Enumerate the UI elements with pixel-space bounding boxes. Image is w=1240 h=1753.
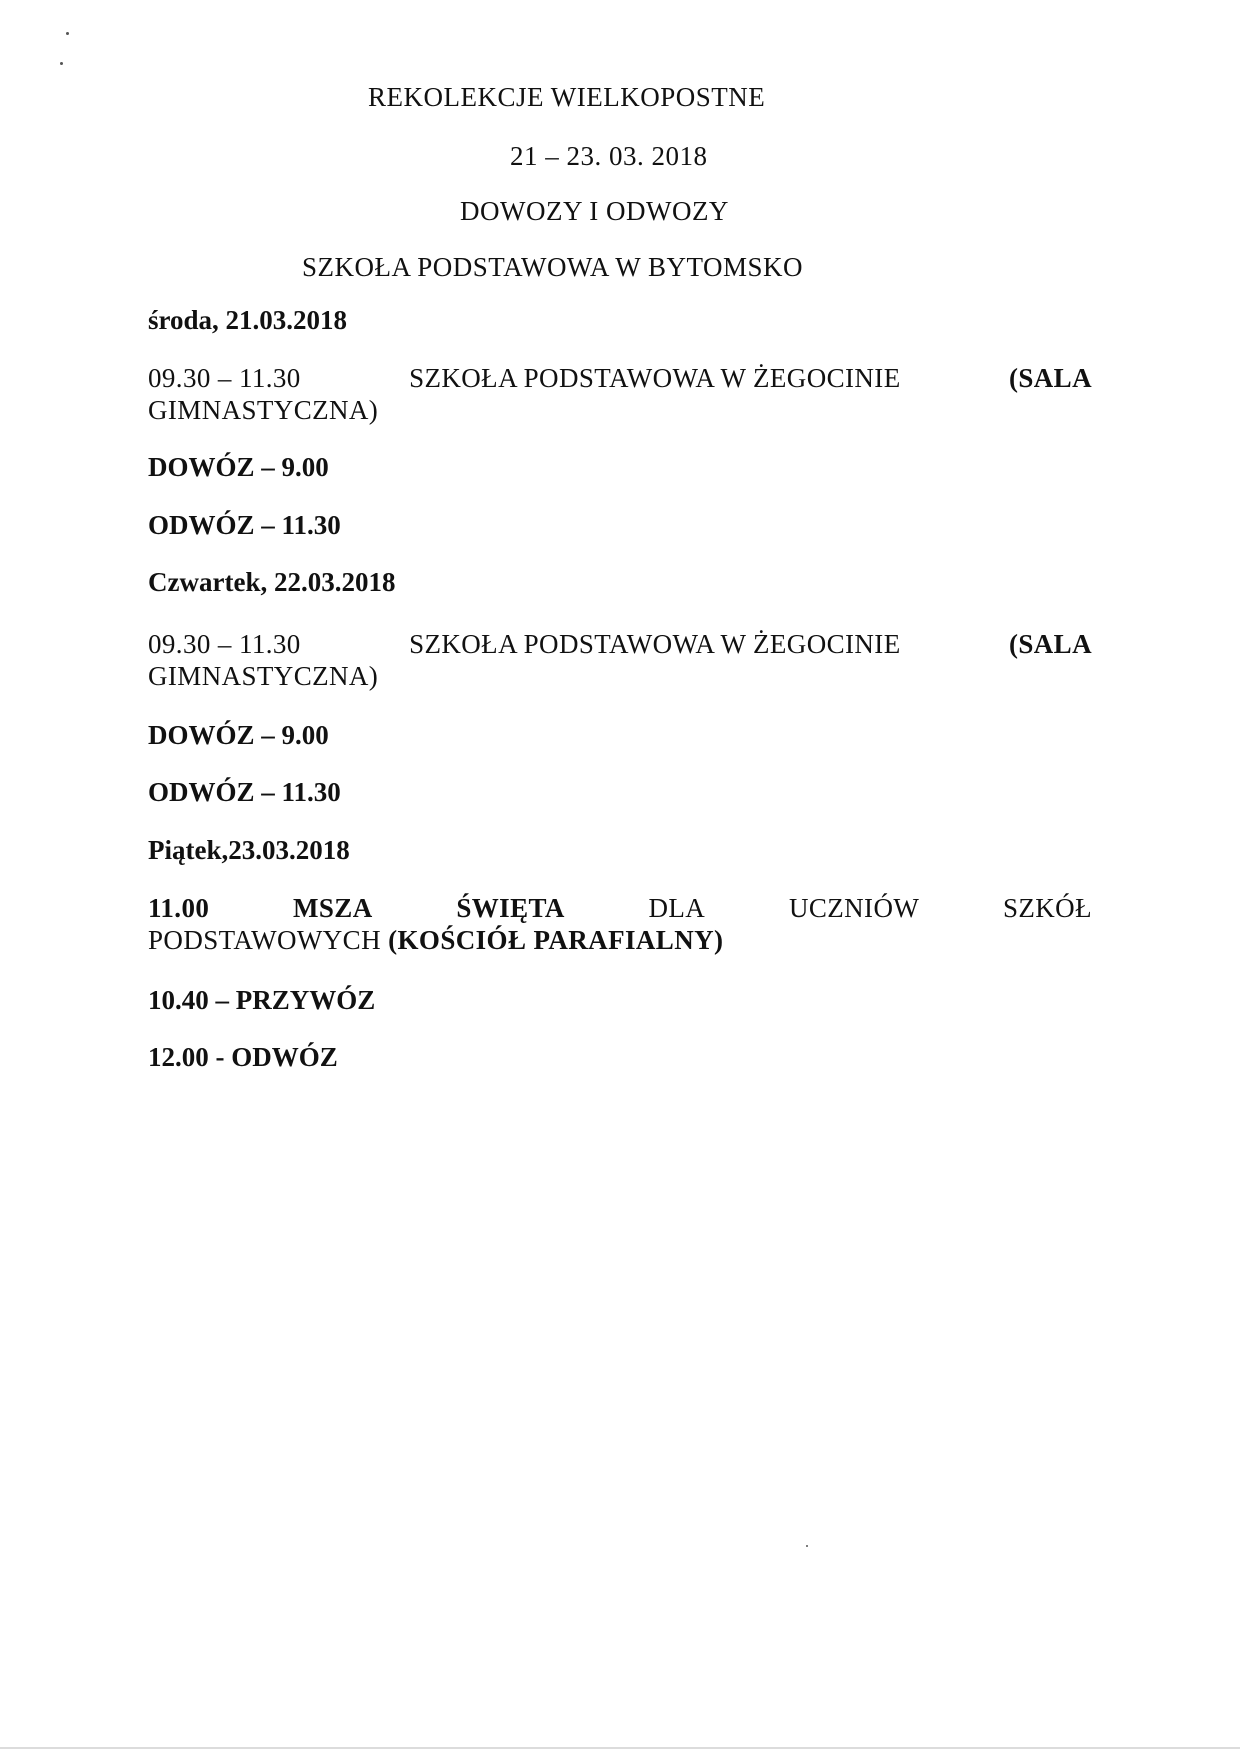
day-1-time: 09.30 – 11.30 xyxy=(148,363,301,393)
day-3-mass-plain: PODSTAWOWYCH xyxy=(148,925,381,955)
day-3-mass-word: ŚWIĘTA xyxy=(456,893,565,923)
day-3-mass-word: DLA xyxy=(648,893,706,923)
day-2-place: SZKOŁA PODSTAWOWA W ŻEGOCINIE xyxy=(409,629,901,659)
day-3-mass-word: UCZNIÓW xyxy=(788,893,920,923)
day-2-dowoz: DOWÓZ – 9.00 xyxy=(148,720,329,750)
day-2-time: 09.30 – 11.30 xyxy=(148,629,301,659)
day-1-schedule xyxy=(148,362,1092,426)
header-dates: 21 – 23. 03. 2018 xyxy=(510,141,708,171)
scan-speck xyxy=(66,32,69,35)
day-1-dowoz: DOWÓZ – 9.00 xyxy=(148,452,329,482)
day-3-mass-word: MSZA xyxy=(293,893,373,923)
day-1-date: środa, 21.03.2018 xyxy=(148,305,348,335)
day-3-mass-time: 11.00 xyxy=(148,893,210,923)
day-2-date: Czwartek, 22.03.2018 xyxy=(148,567,396,597)
scan-edge-line xyxy=(0,1747,1240,1749)
day-3-odwoz: 12.00 - ODWÓZ xyxy=(148,1042,338,1072)
day-2-schedule-line-2: GIMNASTYCZNA) xyxy=(148,661,379,691)
day-1-schedule-line-2: GIMNASTYCZNA) xyxy=(148,395,379,425)
day-1-schedule-line-1 xyxy=(148,362,1092,394)
header-title: REKOLEKCJE WIELKOPOSTNE xyxy=(368,82,766,112)
scan-speck xyxy=(806,1545,808,1547)
day-2-place-bold: (SALA xyxy=(1008,629,1092,659)
day-3-mass-line-1 xyxy=(148,892,1092,924)
day-3-mass-word: SZKÓŁ xyxy=(1002,893,1092,923)
day-1-odwoz: ODWÓZ – 11.30 xyxy=(148,510,341,540)
day-3-mass-location: (KOŚCIÓŁ PARAFIALNY) xyxy=(388,925,724,955)
day-3-przywoz: 10.40 – PRZYWÓZ xyxy=(148,985,376,1015)
header-school: SZKOŁA PODSTAWOWA W BYTOMSKO xyxy=(302,252,803,282)
day-1-place-bold: (SALA xyxy=(1008,363,1092,393)
day-2-odwoz: ODWÓZ – 11.30 xyxy=(148,777,341,807)
day-3-date: Piątek,23.03.2018 xyxy=(148,835,350,865)
day-1-place: SZKOŁA PODSTAWOWA W ŻEGOCINIE xyxy=(409,363,901,393)
day-2-schedule xyxy=(148,628,1092,692)
header-subtitle: DOWOZY I ODWOZY xyxy=(460,196,729,226)
day-2-schedule-line-1 xyxy=(148,628,1092,660)
day-3-mass-line-2 xyxy=(148,924,1092,956)
scan-speck xyxy=(60,62,63,65)
day-3-mass xyxy=(148,892,1092,956)
